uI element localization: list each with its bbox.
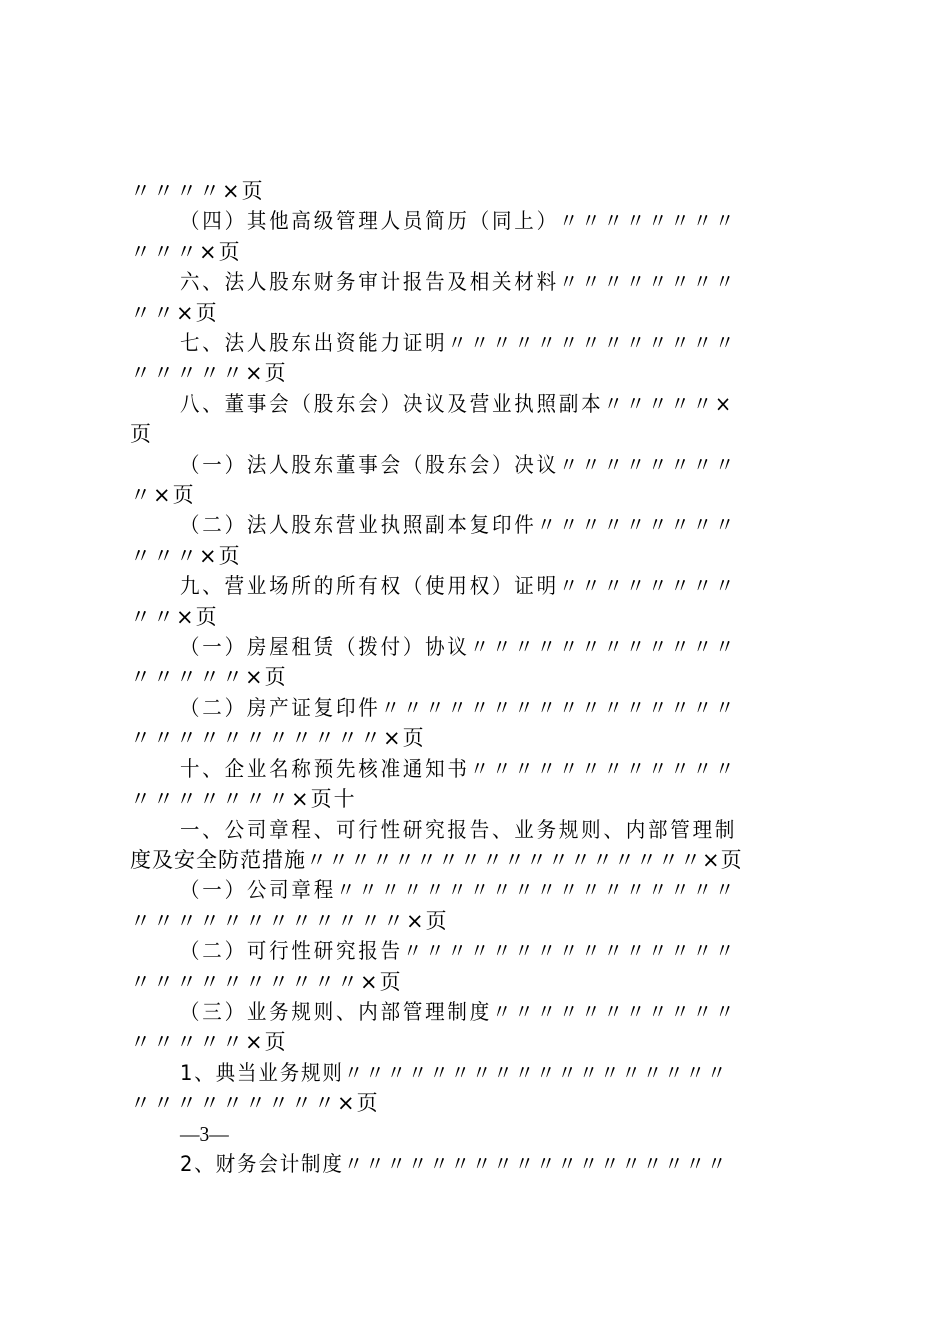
toc-line: 六、法人股东财务审计报告及相关材料〃〃〃〃〃〃〃〃 (180, 270, 738, 294)
toc-line: 〃〃〃〃〃×页 (130, 361, 288, 385)
toc-line: 〃〃〃〃〃×页 (130, 665, 288, 689)
toc-line: 〃〃〃〃〃×页 (130, 1030, 288, 1054)
toc-line: 七、法人股东出资能力证明〃〃〃〃〃〃〃〃〃〃〃〃〃 (180, 331, 738, 355)
toc-line: 〃〃〃〃〃〃〃〃〃〃×页 (130, 970, 403, 994)
toc-line: 十、企业名称预先核准通知书〃〃〃〃〃〃〃〃〃〃〃〃 (180, 757, 738, 781)
toc-line: 〃〃×页 (130, 301, 219, 325)
toc-line: （二）房产证复印件〃〃〃〃〃〃〃〃〃〃〃〃〃〃〃〃 (180, 696, 738, 720)
toc-line: 〃×页 (130, 483, 196, 507)
toc-line: 1、典当业务规则〃〃〃〃〃〃〃〃〃〃〃〃〃〃〃〃〃〃 (180, 1061, 729, 1085)
page-number: —3— (180, 1122, 229, 1146)
toc-line: 九、营业场所的所有权（使用权）证明〃〃〃〃〃〃〃〃 (180, 574, 738, 598)
toc-line: 〃〃〃〃〃〃〃〃〃〃〃×页 (130, 726, 426, 750)
toc-line: （一）法人股东董事会（股东会）决议〃〃〃〃〃〃〃〃 (180, 453, 738, 477)
toc-line: 八、董事会（股东会）决议及营业执照副本〃〃〃〃〃× (180, 392, 734, 416)
toc-line: 〃〃〃×页 (130, 544, 242, 568)
toc-line: 一、公司章程、可行性研究报告、业务规则、内部管理制 (180, 818, 738, 842)
toc-line: 〃〃〃×页 (130, 240, 242, 264)
toc-line: （四）其他高级管理人员简历（同上）〃〃〃〃〃〃〃〃 (180, 209, 738, 233)
toc-line: 〃〃×页 (130, 605, 219, 629)
toc-line: 〃〃〃〃〃〃〃〃〃×页 (130, 1091, 380, 1115)
toc-line: 〃〃〃〃〃〃〃〃〃〃〃〃×页 (130, 909, 449, 933)
toc-line: （三）业务规则、内部管理制度〃〃〃〃〃〃〃〃〃〃〃 (180, 1000, 738, 1024)
toc-line: （二）可行性研究报告〃〃〃〃〃〃〃〃〃〃〃〃〃〃〃 (180, 939, 738, 963)
toc-line: 度及安全防范措施〃〃〃〃〃〃〃〃〃〃〃〃〃〃〃〃〃〃×页 (130, 848, 743, 872)
toc-line: 2、财务会计制度〃〃〃〃〃〃〃〃〃〃〃〃〃〃〃〃〃〃 (180, 1152, 729, 1176)
toc-line: 页 (130, 422, 153, 446)
toc-line: （一）房屋租赁（拨付）协议〃〃〃〃〃〃〃〃〃〃〃〃 (180, 635, 738, 659)
toc-line: 〃〃〃〃×页 (130, 179, 265, 203)
toc-line: （一）公司章程〃〃〃〃〃〃〃〃〃〃〃〃〃〃〃〃〃〃 (180, 878, 738, 902)
toc-line: 〃〃〃〃〃〃〃×页十 (130, 787, 357, 811)
toc-line: （二）法人股东营业执照副本复印件〃〃〃〃〃〃〃〃〃 (180, 513, 738, 537)
